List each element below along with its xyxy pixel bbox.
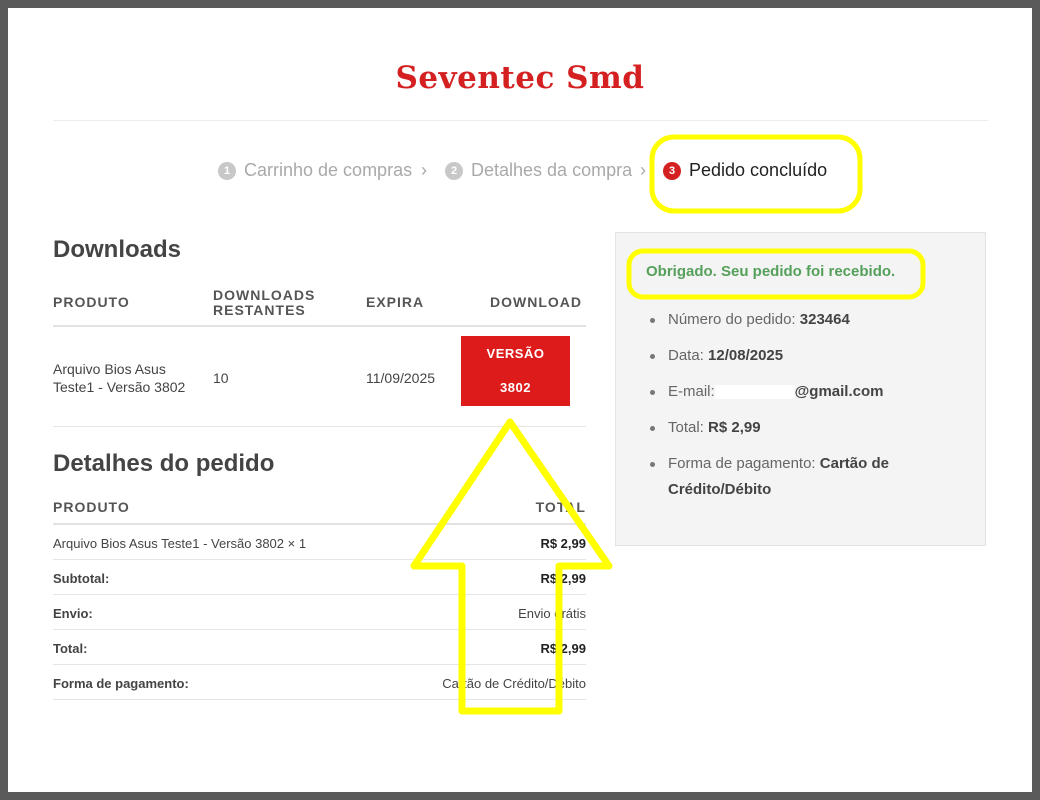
- order-payment-item: [646, 451, 956, 503]
- order-total-item: [646, 415, 956, 441]
- header-line: RESTANTES: [213, 302, 306, 318]
- order-email-item: [646, 379, 956, 405]
- item-label: Número do pedido:: [668, 311, 796, 328]
- order-date-item: [646, 343, 956, 369]
- redacted-area: [715, 385, 795, 399]
- row-divider: [53, 699, 586, 700]
- header-line: DOWNLOADS: [213, 287, 316, 303]
- header-divider: [53, 120, 988, 121]
- download-remaining: 10: [213, 370, 229, 386]
- downloads-header-remaining: [213, 288, 315, 318]
- order-item-name[interactable]: Arquivo Bios Asus Teste1 - Versão 3802 × 1: [53, 536, 307, 551]
- step-label: Pedido concluído: [689, 160, 828, 180]
- step-number: 3: [663, 162, 681, 180]
- order-date-value: 12/08/2025: [708, 347, 784, 364]
- downloads-header-product: PRODUTO: [53, 294, 130, 310]
- product-line: Arquivo Bios Asus: [53, 361, 166, 377]
- item-label: E-mail:: [668, 383, 715, 400]
- step-number: 1: [218, 162, 236, 180]
- shipping-label: Envio:: [53, 606, 93, 621]
- thank-you-message: Obrigado. Seu pedido foi recebido.: [646, 263, 896, 280]
- step-order-complete: [663, 160, 827, 181]
- downloads-heading: Downloads: [53, 236, 182, 263]
- step-cart[interactable]: [218, 160, 412, 181]
- download-version-button[interactable]: [461, 336, 570, 406]
- site-title[interactable]: Seventec Smd: [395, 60, 645, 96]
- order-item-total: R$ 2,99: [540, 536, 586, 551]
- row-divider: [53, 559, 586, 560]
- order-details-heading: Detalhes do pedido: [53, 450, 275, 477]
- total-label: Total:: [53, 641, 88, 656]
- checkout-steps: [8, 160, 1032, 190]
- button-line: 3802: [500, 380, 531, 395]
- step-checkout-details[interactable]: [445, 160, 632, 181]
- table-header-divider: [53, 325, 586, 327]
- payment-method-label: Forma de pagamento:: [53, 676, 189, 691]
- row-divider: [53, 594, 586, 595]
- shipping-value: Envio grátis: [518, 606, 586, 621]
- total-value: R$ 2,99: [540, 641, 586, 656]
- details-header-total: TOTAL: [535, 499, 586, 515]
- step-label: Carrinho de compras: [244, 160, 413, 180]
- button-line: VERSÃO: [486, 346, 545, 361]
- product-line: Teste1 - Versão 3802: [53, 379, 186, 395]
- downloads-header-expires: EXPIRA: [366, 294, 425, 310]
- step-label: Detalhes da compra: [471, 160, 633, 180]
- payment-method-value: Cartão de Crédito/Débito: [442, 676, 586, 691]
- order-number-item: [646, 307, 956, 333]
- order-email-value: @gmail.com: [794, 383, 884, 400]
- item-label: Forma de pagamento:: [668, 455, 816, 472]
- item-label: Total:: [668, 419, 704, 436]
- item-label: Data:: [668, 347, 704, 364]
- row-divider: [53, 426, 586, 427]
- page: [8, 8, 1032, 792]
- order-total-value: R$ 2,99: [708, 419, 761, 436]
- downloads-header-download: DOWNLOAD: [490, 294, 582, 310]
- order-summary: [615, 232, 986, 546]
- subtotal-value: R$ 2,99: [540, 571, 586, 586]
- table-header-divider: [53, 523, 586, 525]
- row-divider: [53, 664, 586, 665]
- download-product-name[interactable]: [53, 360, 185, 396]
- order-payment-value: Cartão de Crédito/Débito: [668, 455, 889, 498]
- chevron-right-icon: ›: [421, 160, 427, 180]
- order-overview-list: [646, 307, 956, 513]
- row-divider: [53, 629, 586, 630]
- step-number: 2: [445, 162, 463, 180]
- details-header-product: PRODUTO: [53, 499, 130, 515]
- order-number-value: 323464: [799, 311, 850, 328]
- chevron-right-icon: ›: [640, 160, 646, 180]
- subtotal-label: Subtotal:: [53, 571, 110, 586]
- download-expires: 11/09/2025: [366, 370, 436, 386]
